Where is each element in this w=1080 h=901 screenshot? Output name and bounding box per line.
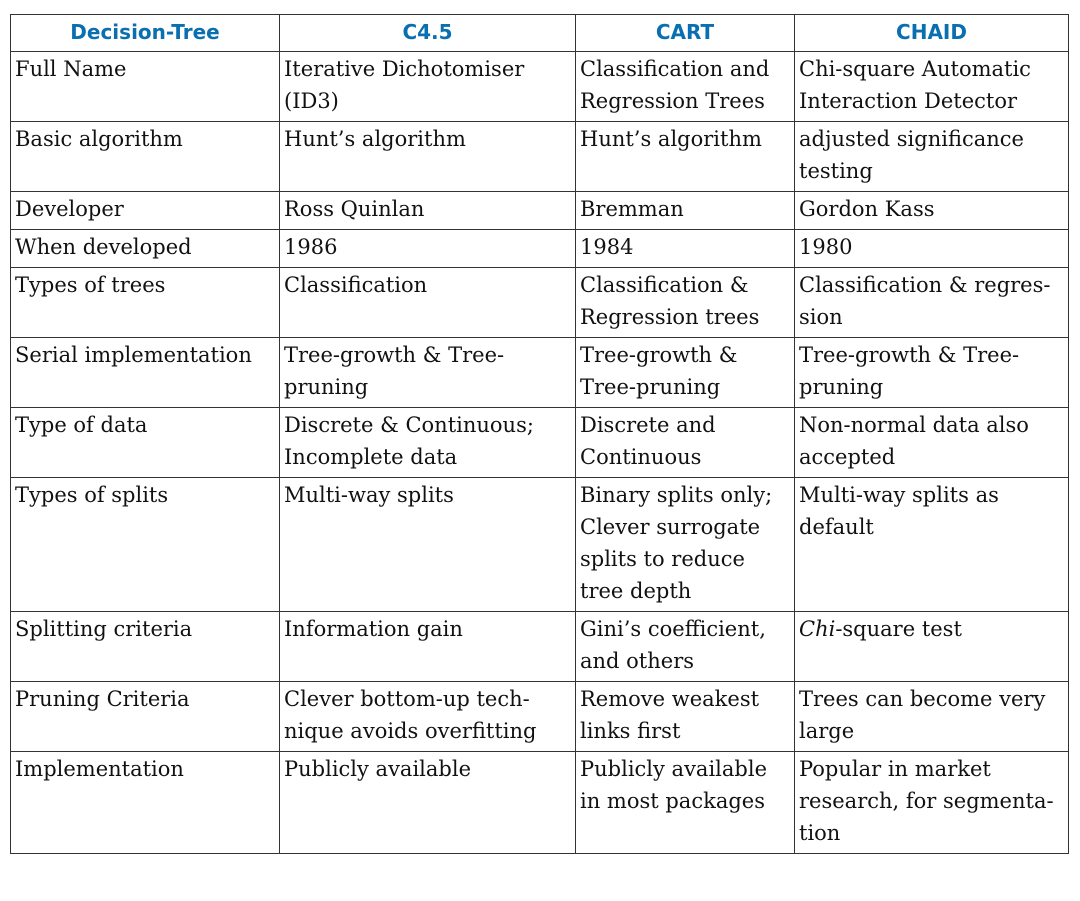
table-cell: Non-normal data also accepted: [795, 408, 1069, 478]
table-cell: Classification: [280, 268, 576, 338]
row-label: Types of trees: [11, 268, 280, 338]
table-cell: Hunt’s algorithm: [576, 122, 795, 192]
table-header-row: [11, 15, 1069, 52]
table-cell: Classification & Regression trees: [576, 268, 795, 338]
table-cell: 1984: [576, 230, 795, 268]
table-cell: Tree-growth & Tree-pruning: [795, 338, 1069, 408]
table-row: [11, 268, 1069, 338]
table-cell: Tree-growth & Tree-pruning: [280, 338, 576, 408]
table-row: [11, 52, 1069, 122]
table-row: [11, 478, 1069, 612]
table-cell: Bremman: [576, 192, 795, 230]
row-label: Basic algorithm: [11, 122, 280, 192]
row-label: Serial implementation: [11, 338, 280, 408]
row-label: Pruning Criteria: [11, 682, 280, 752]
table-cell: Classification and Regression Trees: [576, 52, 795, 122]
table-cell: Publicly available: [280, 752, 576, 854]
row-label: When developed: [11, 230, 280, 268]
table-cell: Multi-way splits as default: [795, 478, 1069, 612]
table-row: [11, 612, 1069, 682]
table-cell: Ross Quinlan: [280, 192, 576, 230]
row-label: Implementation: [11, 752, 280, 854]
table-row: [11, 682, 1069, 752]
table-row: [11, 192, 1069, 230]
table-cell: Clever bottom-up tech-nique avoids overfitting: [280, 682, 576, 752]
table-cell: Chi-square Automatic Interaction Detector: [795, 52, 1069, 122]
table-cell: Gordon Kass: [795, 192, 1069, 230]
table-row: [11, 338, 1069, 408]
column-header: Decision-Tree: [11, 15, 280, 52]
row-label: Type of data: [11, 408, 280, 478]
table-cell: adjusted significance testing: [795, 122, 1069, 192]
table-cell: Chi-square test: [795, 612, 1069, 682]
table-cell: Popular in market research, for segmenta-tion: [795, 752, 1069, 854]
table-row: [11, 752, 1069, 854]
table-cell: Binary splits only; Clever surrogate splits to reduce tree depth: [576, 478, 795, 612]
table-row: [11, 122, 1069, 192]
decision-tree-comparison-table: [10, 14, 1069, 854]
table-row: [11, 230, 1069, 268]
table-cell: Multi-way splits: [280, 478, 576, 612]
column-header: CART: [576, 15, 795, 52]
italic-term: Chi: [799, 617, 836, 641]
table-cell: Tree-growth & Tree-pruning: [576, 338, 795, 408]
table-cell: Classification & regres-sion: [795, 268, 1069, 338]
table-cell: 1986: [280, 230, 576, 268]
column-header: CHAID: [795, 15, 1069, 52]
table-cell: Publicly available in most packages: [576, 752, 795, 854]
table-cell: Iterative Dichotomiser (ID3): [280, 52, 576, 122]
column-header: C4.5: [280, 15, 576, 52]
table-row: [11, 408, 1069, 478]
table-cell: Hunt’s algorithm: [280, 122, 576, 192]
table-cell: Remove weakest links first: [576, 682, 795, 752]
table-cell: Discrete and Continuous: [576, 408, 795, 478]
row-label: Types of splits: [11, 478, 280, 612]
table-cell: Discrete & Continuous; Incomplete data: [280, 408, 576, 478]
table-cell: Information gain: [280, 612, 576, 682]
table-cell: 1980: [795, 230, 1069, 268]
table-cell: Trees can become very large: [795, 682, 1069, 752]
table-cell: Gini’s coefficient, and others: [576, 612, 795, 682]
row-label: Full Name: [11, 52, 280, 122]
row-label: Developer: [11, 192, 280, 230]
row-label: Splitting criteria: [11, 612, 280, 682]
